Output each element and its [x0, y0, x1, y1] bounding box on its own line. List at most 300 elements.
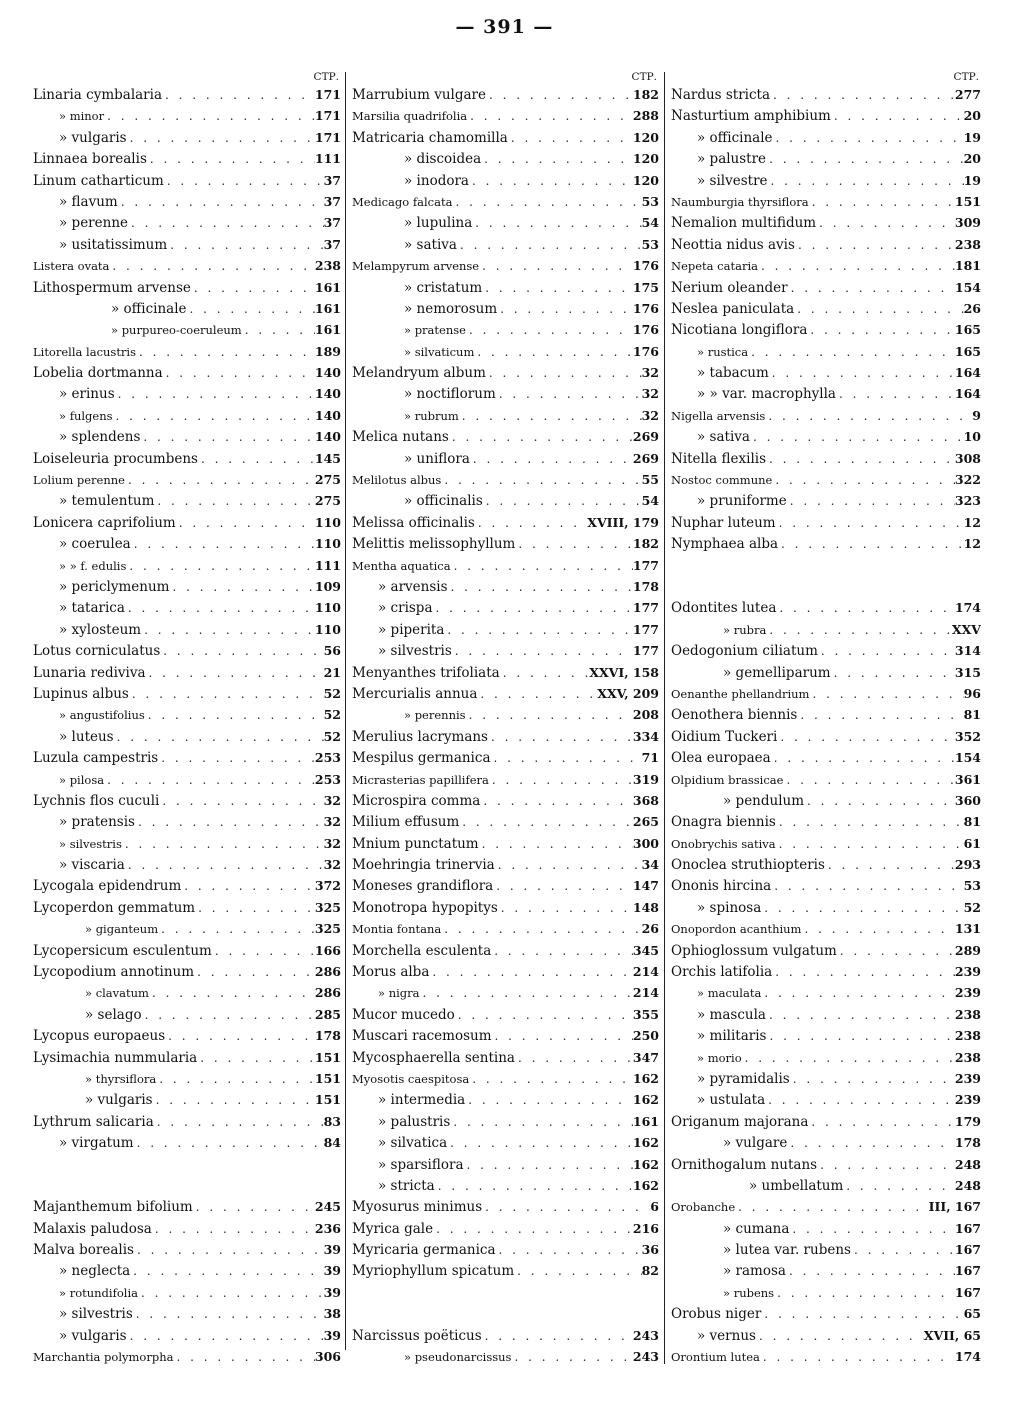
leader-dots	[118, 192, 324, 212]
entry-name: » pilosa	[59, 772, 105, 787]
spacer	[352, 1303, 659, 1324]
leader-dots	[176, 513, 315, 533]
index-entry	[33, 362, 341, 383]
entry-name: » piperita	[378, 621, 445, 638]
entry-page: 314	[954, 643, 981, 659]
leader-dots	[761, 898, 963, 918]
entry-name: Melandryum album	[352, 365, 486, 382]
entry-page: 177	[632, 557, 659, 573]
entry-page: 161	[632, 1113, 659, 1129]
index-entry	[352, 1196, 659, 1217]
index-entry	[352, 1132, 659, 1153]
leader-dots	[160, 641, 323, 661]
leader-dots	[756, 1326, 924, 1346]
index-entry	[352, 469, 659, 490]
entry-page: 345	[632, 942, 659, 958]
index-entry	[352, 897, 659, 918]
index-entry	[671, 405, 981, 426]
entry-page: 361	[954, 771, 981, 787]
entry-page: 178	[314, 1028, 341, 1044]
entry-page: 111	[314, 151, 341, 167]
index-entry	[33, 1325, 341, 1346]
entry-page: 216	[632, 1220, 659, 1236]
entry-page: 177	[632, 643, 659, 659]
leader-dots	[136, 342, 315, 362]
leader-dots	[114, 727, 324, 747]
index-entry	[352, 576, 659, 597]
entry-name: Ononis hircina	[671, 878, 772, 895]
entry-page: 309	[954, 215, 981, 231]
index-entry	[33, 469, 341, 490]
entry-page: 9	[972, 407, 981, 423]
entry-page: 110	[314, 514, 341, 530]
index-entry	[352, 811, 659, 832]
entry-name: » » var. macrophylla	[697, 386, 836, 403]
index-column	[671, 70, 981, 1367]
leader-dots	[818, 641, 955, 661]
leader-dots	[469, 171, 633, 191]
entry-name: Onoclea struthiopteris	[671, 857, 825, 874]
leader-dots	[809, 684, 963, 704]
entry-name: Lotus corniculatus	[33, 643, 161, 660]
index-entry	[671, 212, 981, 233]
leader-dots	[836, 384, 955, 404]
entry-name: » vulgare	[723, 1135, 788, 1152]
entry-name: » rotundifolia	[59, 1285, 138, 1300]
leader-dots	[768, 171, 964, 191]
leader-dots	[496, 1240, 642, 1260]
index-entry	[33, 982, 341, 1003]
index-entry	[352, 191, 659, 212]
entry-name: Malaxis paludosa	[33, 1220, 152, 1237]
leader-dots	[142, 1005, 315, 1025]
entry-name: Lupinus albus	[33, 685, 129, 702]
index-entry	[671, 127, 981, 148]
leader-dots	[194, 962, 315, 982]
leader-dots	[457, 235, 642, 255]
entry-page: 140	[314, 407, 341, 423]
entry-page: 167	[954, 1220, 981, 1236]
leader-dots	[159, 791, 323, 811]
entry-page: 171	[314, 87, 341, 102]
index-entry	[33, 383, 341, 404]
leader-dots	[511, 1347, 632, 1367]
entry-name: Orchis latifolia	[671, 964, 773, 981]
index-entry	[352, 533, 659, 554]
leader-dots	[483, 491, 642, 511]
index-entry	[671, 704, 981, 725]
column-header: СТР.	[313, 71, 339, 83]
leader-dots	[479, 256, 633, 276]
entry-name: Litorella lacustris	[33, 344, 137, 359]
entry-name: Oenothera biennis	[671, 707, 798, 724]
index-entry	[671, 512, 981, 533]
leader-dots	[145, 705, 324, 725]
leader-dots	[790, 1069, 955, 1089]
leader-dots	[496, 384, 642, 404]
index-entry	[33, 298, 341, 319]
entry-page: 19	[963, 129, 981, 145]
leader-dots	[131, 534, 315, 554]
index-entry	[671, 790, 981, 811]
entry-page: 151	[954, 193, 981, 209]
leader-dots	[788, 278, 955, 298]
index-entry	[671, 1282, 981, 1303]
entry-page: 26	[963, 300, 981, 316]
entry-page: 32	[641, 386, 659, 402]
leader-dots	[447, 1133, 633, 1153]
entry-name: » tatarica	[59, 600, 125, 617]
entry-page: 174	[954, 1349, 981, 1365]
index-entry	[33, 897, 341, 918]
index-entry	[33, 769, 341, 790]
index-entry	[33, 1089, 341, 1110]
leader-dots	[154, 1112, 324, 1132]
leader-dots	[198, 449, 315, 469]
index-entry	[33, 683, 341, 704]
leader-dots	[515, 534, 633, 554]
leader-dots	[761, 983, 955, 1003]
leader-dots	[777, 727, 955, 747]
entry-name: » xylosteum	[59, 621, 142, 638]
index-entry	[671, 769, 981, 790]
index-entry	[352, 662, 659, 683]
index-entry	[33, 811, 341, 832]
index-entry	[671, 234, 981, 255]
index-entry	[352, 961, 659, 982]
leader-dots	[455, 1005, 633, 1025]
index-entry	[352, 405, 659, 426]
index-entry	[352, 426, 659, 447]
entry-page: 52	[323, 707, 341, 723]
entry-page: 110	[314, 600, 341, 616]
entry-name: » intermedia	[378, 1092, 466, 1109]
entry-name: Origanum majorana	[671, 1113, 809, 1130]
leader-dots	[492, 1026, 633, 1046]
leader-dots	[452, 192, 641, 212]
leader-dots	[127, 1326, 324, 1346]
entry-page: 214	[632, 985, 659, 1001]
index-entry	[33, 1260, 341, 1281]
entry-name: » silvestris	[378, 643, 452, 660]
entry-name: » pseudonarcissus	[404, 1350, 512, 1365]
index-entry	[352, 555, 659, 576]
leader-dots	[508, 128, 633, 148]
entry-name: Montia fontana	[352, 922, 442, 937]
entry-name: Neslea paniculata	[671, 300, 795, 317]
leader-dots	[449, 427, 633, 447]
index-entry	[671, 1089, 981, 1110]
entry-name: Lunaria rediviva	[33, 664, 146, 681]
entry-name: Odontites lutea	[671, 600, 777, 617]
spacer	[33, 1175, 341, 1196]
leader-dots	[450, 1112, 633, 1132]
index-entry	[671, 277, 981, 298]
leader-dots	[735, 1197, 929, 1217]
leader-dots	[479, 834, 633, 854]
entry-page: 239	[954, 1092, 981, 1108]
leader-dots	[761, 1304, 963, 1324]
entry-page: XXV, 209	[597, 685, 659, 701]
entry-page: 140	[314, 386, 341, 402]
leader-dots	[795, 235, 955, 255]
leader-dots	[135, 812, 324, 832]
column-divider	[664, 72, 665, 1364]
entry-page: 275	[314, 472, 341, 488]
leader-dots	[766, 149, 964, 169]
entry-name: » morio	[697, 1050, 742, 1065]
leader-dots	[156, 1069, 315, 1089]
entry-name: » erinus	[59, 386, 115, 403]
entry-page: 181	[954, 258, 981, 274]
entry-name: » flavum	[59, 193, 118, 210]
entry-page: 37	[323, 236, 341, 252]
index-entry	[33, 1239, 341, 1260]
index-entry	[33, 1196, 341, 1217]
entry-page: 238	[314, 258, 341, 274]
entry-name: » spinosa	[697, 899, 762, 916]
index-entry	[352, 1089, 659, 1110]
entry-name: Orontium lutea	[671, 1350, 760, 1365]
index-entry	[671, 1239, 981, 1260]
entry-page: 352	[954, 728, 981, 744]
index-entry	[33, 1303, 341, 1324]
leader-dots	[481, 149, 633, 169]
leader-dots	[420, 983, 633, 1003]
leader-dots	[794, 299, 963, 319]
index-entry	[33, 341, 341, 362]
leader-dots	[469, 1069, 633, 1089]
leader-dots	[482, 1326, 633, 1346]
entry-page: 32	[641, 365, 659, 381]
entry-name: » palustris	[378, 1113, 451, 1130]
entry-page: 12	[963, 536, 981, 552]
entry-page: III, 167	[928, 1199, 981, 1215]
entry-name: » rubrum	[404, 408, 459, 423]
leader-dots	[154, 491, 315, 511]
leader-dots	[138, 1283, 324, 1303]
index-entry	[352, 362, 659, 383]
leader-dots	[851, 1240, 955, 1260]
entry-name: Micrasterias papillifera	[352, 772, 489, 787]
entry-page: 167	[954, 1242, 981, 1258]
leader-dots	[486, 85, 633, 105]
index-entry	[671, 1154, 981, 1175]
entry-page: 250	[632, 1028, 659, 1044]
index-entry	[352, 683, 659, 704]
index-entry	[33, 833, 341, 854]
leader-dots	[467, 106, 633, 126]
entry-page: 81	[963, 814, 981, 830]
leader-dots	[482, 1197, 650, 1217]
index-entry	[671, 341, 981, 362]
entry-page: 167	[954, 1263, 981, 1279]
index-entry	[671, 298, 981, 319]
leader-dots	[771, 748, 955, 768]
entry-page: 82	[641, 1263, 659, 1279]
entry-page: 176	[632, 300, 659, 316]
leader-dots	[837, 941, 955, 961]
leader-dots	[776, 598, 955, 618]
entry-name: » silvestris	[59, 1306, 133, 1323]
entry-name: Linum catharticum	[33, 172, 164, 189]
entry-page: 239	[954, 964, 981, 980]
entry-page: 84	[323, 1135, 341, 1151]
index-entry	[671, 1068, 981, 1089]
entry-page: 151	[314, 1049, 341, 1065]
index-entry	[671, 362, 981, 383]
index-entry	[33, 234, 341, 255]
leader-dots	[783, 770, 954, 790]
index-entry	[33, 319, 341, 340]
entry-page: 56	[323, 643, 341, 659]
entry-name: Ornithogalum nutans	[671, 1156, 818, 1173]
entry-page: 32	[323, 792, 341, 808]
entry-name: Neottia nidus avis	[671, 236, 795, 253]
entry-page: 177	[632, 621, 659, 637]
leader-dots	[187, 299, 315, 319]
leader-dots	[158, 919, 315, 939]
entry-name: Nerium oleander	[671, 279, 788, 296]
leader-dots	[772, 470, 955, 490]
entry-name: Muscari racemosum	[352, 1028, 492, 1045]
entry-page: 182	[632, 87, 659, 102]
index-entry	[352, 255, 659, 276]
entry-name: Linaria cymbalaria	[33, 87, 163, 103]
entry-page: 6	[650, 1199, 659, 1215]
entry-name: » fulgens	[59, 408, 113, 423]
entry-name: Lonicera caprifolium	[33, 514, 176, 531]
entry-name: Myosurus minimus	[352, 1199, 483, 1216]
entry-name: Linnaea borealis	[33, 151, 147, 168]
entry-page: 39	[323, 1284, 341, 1300]
entry-page: 162	[632, 1156, 659, 1172]
entry-page: 308	[954, 450, 981, 466]
index-entry	[352, 640, 659, 661]
leader-dots	[129, 684, 324, 704]
index-entry	[671, 1346, 981, 1367]
leader-dots	[766, 1026, 954, 1046]
entry-page: 239	[954, 1070, 981, 1086]
entry-page: 315	[954, 664, 981, 680]
index-entry	[352, 105, 659, 126]
column-header: СТР.	[631, 71, 657, 83]
index-entry	[671, 961, 981, 982]
entry-page: 145	[314, 450, 341, 466]
index-entry	[352, 490, 659, 511]
entry-page: 53	[641, 236, 659, 252]
entry-page: 19	[963, 172, 981, 188]
index-entry	[671, 469, 981, 490]
entry-name: » clavatum	[85, 986, 149, 1001]
entry-page: 120	[632, 151, 659, 167]
leader-dots	[459, 406, 642, 426]
leader-dots	[147, 149, 315, 169]
entry-name: » giganteum	[85, 922, 159, 937]
index-entry	[33, 277, 341, 298]
index-entry	[352, 747, 659, 768]
column-divider	[345, 72, 346, 1350]
entry-name: » nemorosum	[404, 300, 498, 317]
entry-name: » sparsiflora	[378, 1156, 464, 1173]
index-entry	[33, 1111, 341, 1132]
entry-name: Microspira comma	[352, 792, 481, 809]
entry-page: 245	[314, 1199, 341, 1215]
entry-name: Narcissus poëticus	[352, 1327, 482, 1344]
index-entry	[352, 875, 659, 896]
index-entry	[352, 383, 659, 404]
index-entry	[33, 875, 341, 896]
entry-name: » virgatum	[59, 1135, 134, 1152]
entry-page: 37	[323, 215, 341, 231]
index-entry	[671, 1196, 981, 1217]
leader-dots	[787, 491, 955, 511]
entry-page: 269	[632, 429, 659, 445]
entry-page: 323	[954, 493, 981, 509]
entry-page: 286	[314, 985, 341, 1001]
index-entry	[33, 1004, 341, 1025]
entry-page: 182	[632, 536, 659, 552]
index-entry	[33, 1218, 341, 1239]
spacer	[352, 1282, 659, 1303]
entry-name: Lychnis flos cuculi	[33, 792, 160, 809]
entry-page: 34	[641, 857, 659, 873]
entry-name: Morchella esculenta	[352, 942, 492, 959]
entry-name: Olea europaea	[671, 750, 771, 767]
entry-page: 154	[954, 750, 981, 766]
entry-page: 175	[632, 279, 659, 295]
entry-name: » thyrsiflora	[85, 1071, 157, 1086]
index-entry	[352, 512, 659, 533]
leader-dots	[843, 1176, 955, 1196]
entry-page: 319	[632, 771, 659, 787]
entry-name: » ramosa	[723, 1263, 786, 1280]
index-entry	[33, 1282, 341, 1303]
entry-name: » coerulea	[59, 536, 131, 553]
index-entry	[352, 1218, 659, 1239]
entry-page: 238	[954, 1049, 981, 1065]
leader-dots	[758, 256, 955, 276]
entry-name: » mascula	[697, 1006, 766, 1023]
index-entry	[33, 1346, 341, 1367]
leader-dots	[451, 556, 633, 576]
entry-name: Matricaria chamomilla	[352, 129, 508, 146]
index-entry	[352, 277, 659, 298]
leader-dots	[433, 598, 633, 618]
entry-name: » stricta	[378, 1177, 435, 1194]
index-entry	[33, 212, 341, 233]
index-entry	[671, 1303, 981, 1324]
index-entry	[352, 1068, 659, 1089]
entry-name: » tabacum	[697, 365, 769, 382]
leader-dots	[801, 919, 954, 939]
entry-page: XXVI, 158	[589, 664, 659, 680]
leader-dots	[770, 85, 955, 105]
entry-name: Ophioglossum vulgatum	[671, 942, 837, 959]
entry-name: » discoidea	[404, 151, 482, 168]
entry-page: 52	[323, 685, 341, 701]
entry-page: 96	[963, 685, 981, 701]
leader-dots	[491, 748, 642, 768]
entry-name: Marrubium vulgare	[352, 87, 486, 103]
entry-page: 178	[954, 1135, 981, 1151]
entry-name: » ustulata	[697, 1092, 766, 1109]
leader-dots	[470, 449, 633, 469]
leader-dots	[127, 128, 315, 148]
entry-name: » vulgaris	[85, 1092, 153, 1109]
entry-name: » cumana	[723, 1220, 790, 1237]
entry-name: Oedogonium ciliatum	[671, 643, 818, 660]
